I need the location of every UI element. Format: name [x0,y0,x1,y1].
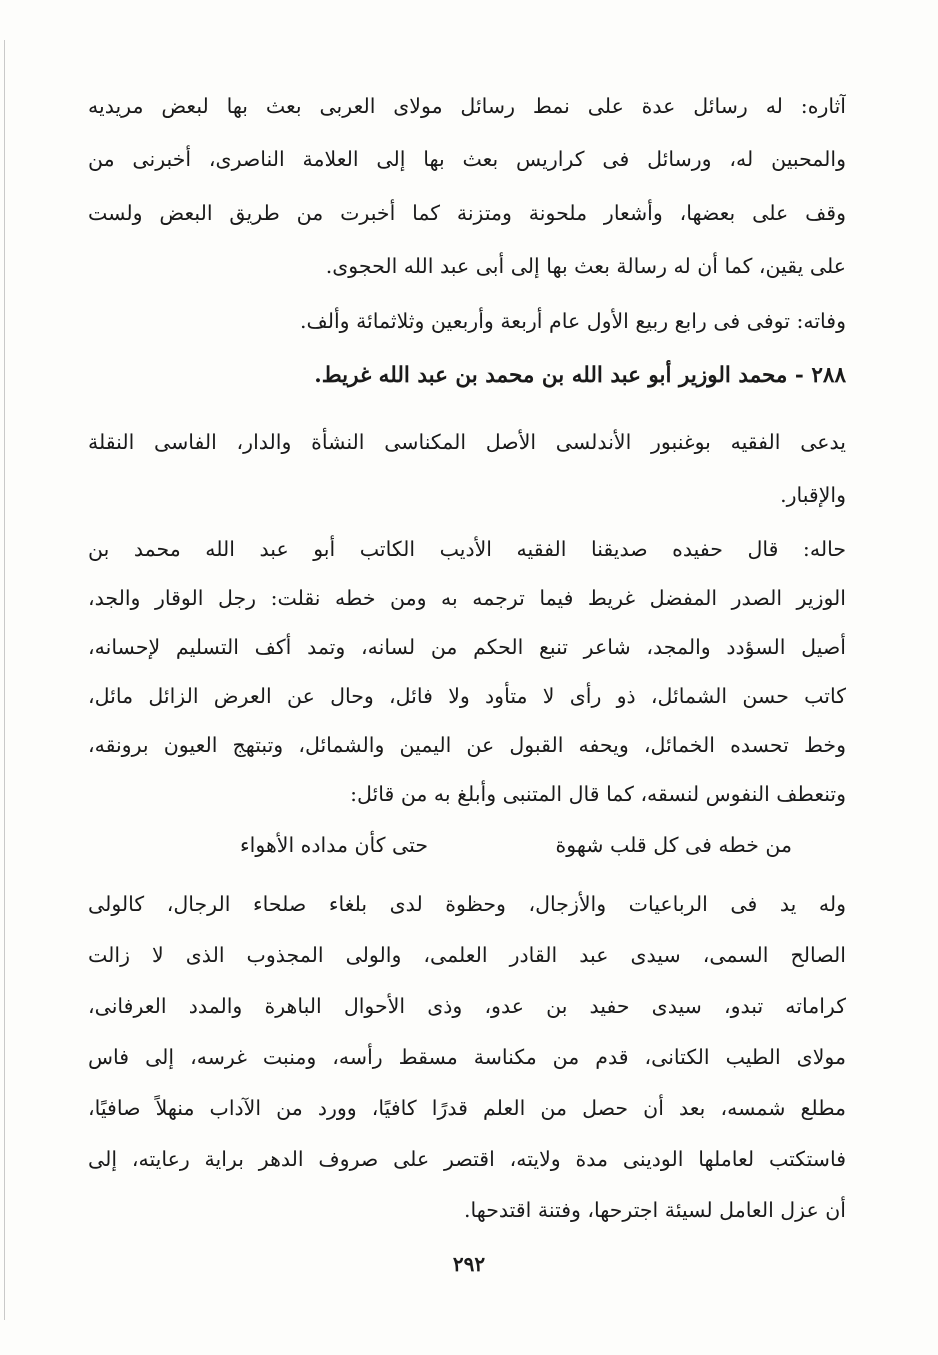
text-line: أصيل السؤدد والمجد، شاعر تنبع الحكم من لسانه، وتمد أكف التسليم لإحسانه، [88,635,846,659]
verse-second-hemistich: حتى كأن مداده الأهواء [240,833,428,857]
text-line: أن عزل العامل لسيئة اجترحها، وفتنة اقتدحها. [463,1198,846,1222]
text-line: والإقبار. [780,483,846,507]
text-line: آثاره: له رسائل عدة على نمط رسائل مولاى العربى بعث بها لبعض مريديه [88,94,846,118]
text-line: كاتب حسن الشمائل، ذو رأى لا متأود ولا فائل، وحال عن العرض الزائل مائل، [88,684,846,708]
text-line: كراماته تبدو، سيدى حفيد بن عدو، وذى الأحوال الباهرة والمدد العرفانى، [88,994,846,1018]
text-line: يدعى الفقيه بوغنبور الأندلسى الأصل المكناسى النشأة والدار، الفاسى النقلة [88,430,846,454]
text-line: وخط تحسده الخمائل، ويحفه القبول عن اليمين والشمائل، وتبتهج العيون برونقه، [88,733,846,757]
text-line: وفاته: توفى فى رابع ربيع الأول عام أربعة وأربعين وثلاثمائة وألف. [299,309,846,333]
page-number: ٢٩٢ [452,1252,486,1276]
text-line: فاستكتب لعاملها الودينى مدة ولايته، اقتصر على صروف الدهر براية رعايته، إلى [88,1147,846,1171]
verse-first-hemistich: من خطه فى كل قلب شهوة [555,833,792,857]
text-line: الصالح السمى، سيدى عبد القادر العلمى، والولى المجذوب الذى لا زالت [88,943,846,967]
text-line: والمحبين له، ورسائل فى كراريس بعث بها إلى العلامة الناصرى، أخبرنى من [88,147,846,171]
text-line: وتنعطف النفوس لنسقه، كما قال المتنبى وأبلغ به من قائل: [350,782,846,806]
text-line: مولاى الطيب الكتانى، قدم من مكناسة مسقط رأسه، ومنبت غرسه، إلى فاس [88,1045,846,1069]
text-line: وقف على بعضها، وأشعار ملحونة ومتزنة كما أخبرت من طريق البعض ولست [88,201,846,225]
scan-edge-mark [4,40,5,1320]
text-line: حاله: قال حفيده صديقنا الفقيه الأديب الكاتب أبو عبد الله محمد بن [88,537,846,561]
text-line: الوزير الصدر المفضل غريط فيما ترجمه به ومن خطه نقلت: رجل الوقار والجد، [88,586,846,610]
text-line: مطلع شمسه، بعد أن حصل من العلم قدرًا كافيًا، وورد من الآداب منهلاً صافيًا، [88,1096,846,1120]
text-line: على يقين، كما أن له رسالة بعث بها إلى أبى عبد الله الحجوى. [325,254,846,278]
text-line: وله يد فى الرباعيات والأزجال، وحظوة لدى بلغاء صلحاء الرجال، كالولى [88,892,846,916]
entry-title: ٢٨٨ - محمد الوزير أبو عبد الله بن محمد بن عبد الله غريط. [314,363,846,388]
